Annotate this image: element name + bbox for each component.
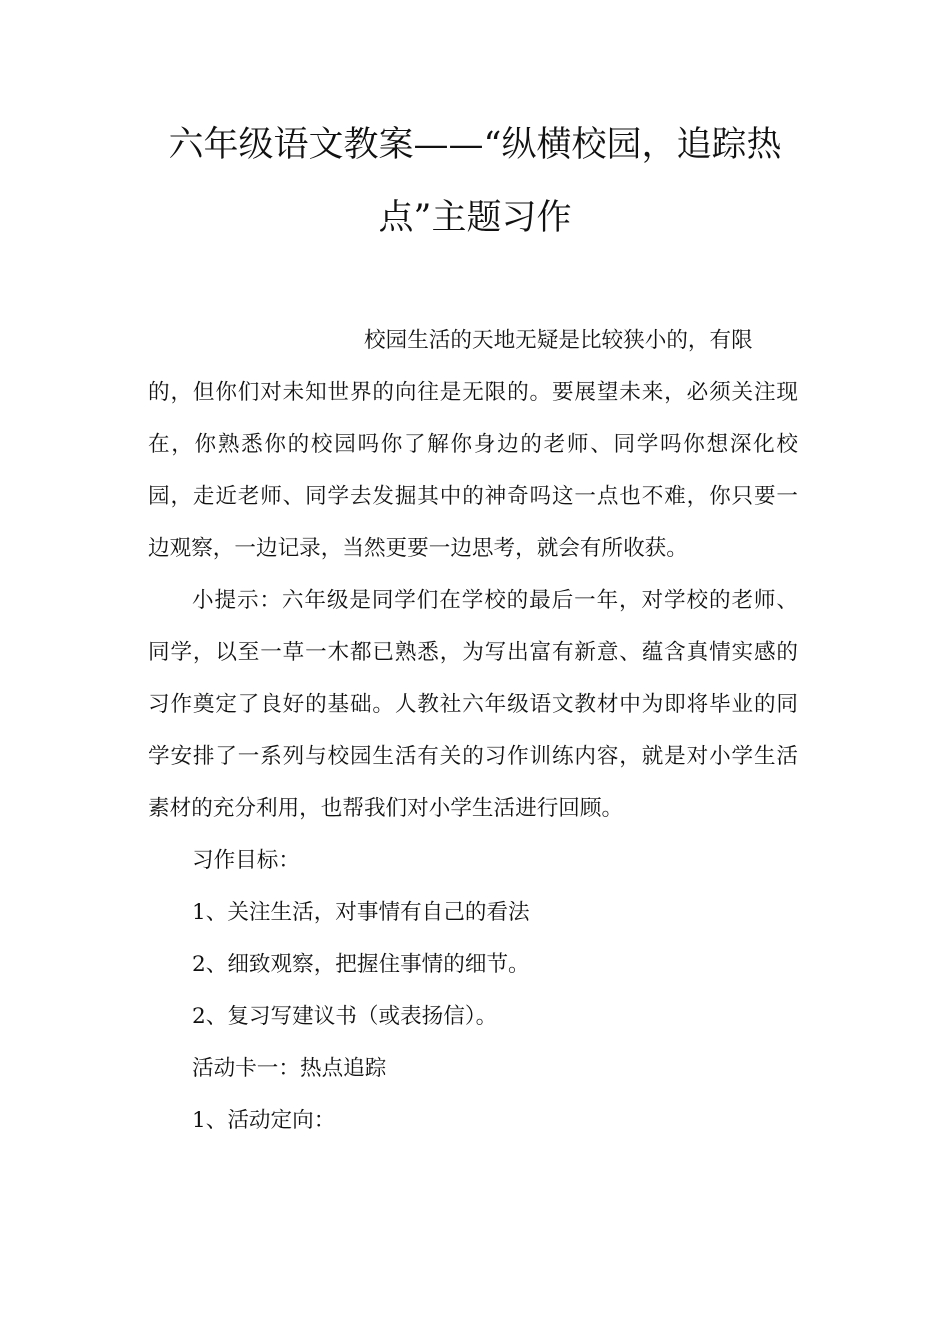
tip-line-2: 同学，以至一草一木都已熟悉，为写出富有新意、蕴含真情实感的 <box>148 640 798 665</box>
tip-line-3: 习作奠定了良好的基础。人教社六年级语文教材中为即将毕业的同 <box>148 692 798 717</box>
intro-line-1: 校园生活的天地无疑是比较狭小的，有限 <box>364 328 753 353</box>
intro-line-5: 边观察，一边记录，当然更要一边思考，就会有所收获。 <box>148 536 688 561</box>
goals-heading: 习作目标： <box>192 848 300 873</box>
activity-item-1: 1、活动定向： <box>192 1108 336 1133</box>
intro-line-3: 在，你熟悉你的校园吗你了解你身边的老师、同学吗你想深化校 <box>148 432 798 457</box>
document-title-line-2: 点”主题习作 <box>378 198 572 238</box>
activity-heading: 活动卡一：热点追踪 <box>192 1056 387 1081</box>
goal-item-1: 1、关注生活，对事情有自己的看法 <box>192 900 530 925</box>
goal-item-2: 2、细致观察，把握住事情的细节。 <box>192 952 530 977</box>
tip-line-1: 小提示：六年级是同学们在学校的最后一年，对学校的老师、 <box>192 588 798 613</box>
intro-line-4: 园，走近老师、同学去发掘其中的神奇吗这一点也不难，你只要一 <box>148 484 798 509</box>
tip-line-5: 素材的充分利用，也帮我们对小学生活进行回顾。 <box>148 796 624 821</box>
goal-item-3: 2、复习写建议书（或表扬信）。 <box>192 1004 498 1029</box>
document-title-line-1: 六年级语文教案——“纵横校园，追踪热 <box>168 125 782 165</box>
intro-line-2: 的，但你们对未知世界的向往是无限的。要展望未来，必须关注现 <box>148 380 798 405</box>
tip-line-4: 学安排了一系列与校园生活有关的习作训练内容，就是对小学生活 <box>148 744 798 769</box>
